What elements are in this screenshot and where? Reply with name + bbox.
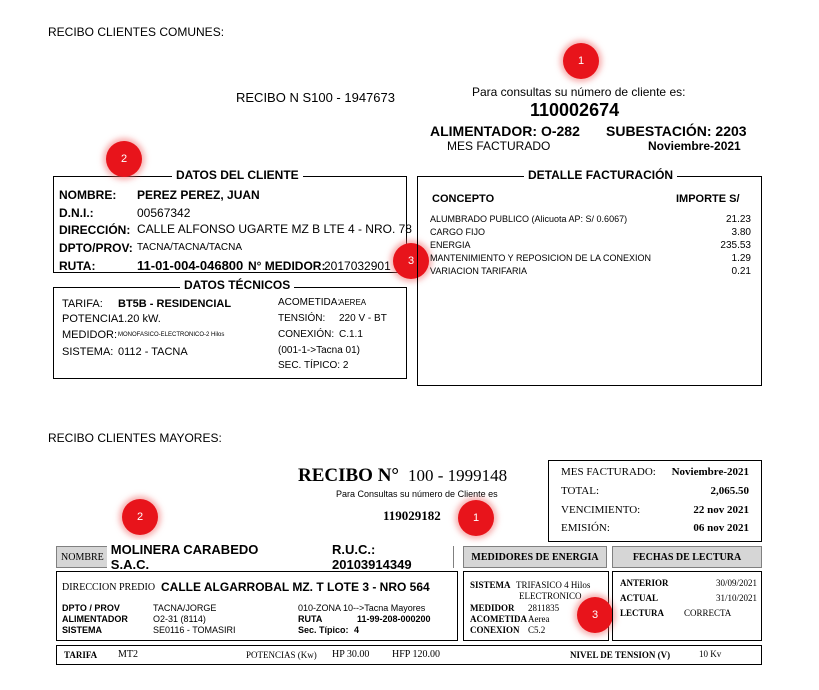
marker-badge: 3 [577,597,613,633]
dpto-value-mayores: TACNA/JORGE [153,603,217,613]
marker-badge: 2 [122,499,158,535]
zona-value: 010-ZONA 10-->Tacna Mayores [298,603,426,613]
item-importe: 21.23 [725,214,751,225]
emision-label: EMISIÓN: [561,522,610,534]
sistema-value: 0112 - TACNA [118,346,188,358]
vencimiento-value: 22 nov 2021 [693,504,749,516]
marker-badge: 1 [458,500,494,536]
m-sistema-label: SISTEMA [470,580,511,590]
subestacion: SUBESTACIÓN: 2203 [606,123,747,139]
marker-badge: 1 [563,43,599,79]
acometida-value: AEREA [339,298,367,307]
nombre-row [56,542,454,572]
consulta-label: Para consultas su número de cliente es: [472,85,686,99]
potencia-label: POTENCIA: [62,313,122,325]
section-title-comunes: RECIBO CLIENTES COMUNES: [48,25,225,39]
tarifa-label: TARIFA: [62,298,103,310]
item-concepto: VARIACION TARIFARIA [430,266,528,276]
consulta-label-mayores: Para Consultas su número de Cliente es [336,489,498,499]
lectura-value: CORRECTA [684,608,732,618]
dpto-value: TACNA/TACNA/TACNA [137,242,243,253]
anterior-label: ANTERIOR [620,578,669,588]
dni-label: D.N.I.: [59,206,94,220]
potencia-value: 1.20 kW. [118,313,161,325]
conexion-label: CONEXIÓN: [278,329,335,340]
nombre-label: NOMBRE: [59,188,117,202]
cliente-number-mayores: 119029182 [383,508,441,523]
lectura-label: LECTURA [620,608,665,618]
tension-label: TENSIÓN: [278,313,326,324]
sistema-label: SISTEMA: [62,346,114,358]
acometida-label: ACOMETIDA: [278,297,341,308]
fechas-header: FECHAS DE LECTURA [612,546,762,568]
m-acometida-label: ACOMETIDA [470,614,528,624]
ruta-value: 11-01-004-046800 [137,258,244,273]
alimentador-label-mayores: ALIMENTADOR [62,614,128,624]
sistema-value-mayores: SE0116 - TOMASIRI [153,625,236,635]
medidor-value: 2017032901 [324,259,391,273]
recibo-number-mayores: 100 - 1999148 [408,466,508,485]
item-concepto: MANTENIMIENTO Y REPOSICION DE LA CONEXION [430,253,652,263]
mes-label-mayores: MES FACTURADO: [561,466,656,478]
item-importe: 0.21 [731,266,751,277]
actual-label: ACTUAL [620,593,659,603]
direccion-value: CALLE ALFONSO UGARTE MZ B LTE 4 - NRO. 78 [137,222,412,236]
direccion-label-mayores: DIRECCION PREDIO [62,582,156,593]
ruta-label-mayores: RUTA [298,614,323,624]
recibo-label-mayores: RECIBO N° [298,465,400,486]
detalle-facturacion-box [417,176,762,386]
dpto-label: DPTO/PROV: [59,241,133,255]
tarifa-label-mayores: TARIFA [64,650,98,660]
ruc-group [332,542,449,572]
ruta-label: RUTA: [59,259,96,273]
importe-header: IMPORTE S/ [676,193,740,205]
m-medidor-value: 2811835 [528,603,560,613]
direccion-value-mayores: CALLE ALGARROBAL MZ. T LOTE 3 - NRO 564 [161,580,430,594]
item-concepto: CARGO FIJO [430,227,486,237]
item-importe: 1.29 [731,253,751,264]
m-acometida-value: Aerea [528,614,550,624]
total-value: 2,065.50 [710,485,749,497]
hp-value: HP 30.00 [332,649,370,660]
medidor-label: N° MEDIDOR: [248,259,326,273]
m-sistema-value2: ELECTRONICO [519,591,582,601]
ruc-value: 20103914349 [332,557,412,572]
m-conexion-label: CONEXION [470,625,520,635]
ruc-label: R.U.C.: [332,542,376,557]
concepto-header: CONCEPTO [432,193,495,205]
sec-tipico: SEC. TÍPICO: 2 [278,360,349,371]
mes-value-mayores: Noviembre-2021 [671,466,749,478]
medidor2-value: MONOFASICO-ELECTRONICO-2 Hilos [118,332,225,338]
m-conexion-value: C5.2 [528,625,546,635]
detalle-facturacion-title: DETALLE FACTURACIÓN [524,168,677,182]
conexion-value: C.1.1 [339,329,363,340]
anterior-value: 30/09/2021 [715,578,757,588]
section-title-mayores: RECIBO CLIENTES MAYORES: [48,431,222,445]
marker-badge: 2 [106,141,142,177]
mes-facturado-value: Noviembre-2021 [648,139,741,153]
direccion-label: DIRECCIÓN: [59,223,131,237]
actual-value: 31/10/2021 [715,593,757,603]
sectipico-value: 4 [354,625,360,635]
nivel-label: NIVEL DE TENSION (V) [570,650,671,660]
marker-badge: 3 [393,243,429,279]
nombre-field [107,540,453,574]
datos-cliente-title: DATOS DEL CLIENTE [172,168,303,182]
sectipico-label: Sec. Típico: [298,625,349,635]
total-label: TOTAL: [561,485,600,497]
hfp-value: HFP 120.00 [392,649,440,660]
cliente-number: 110002674 [530,100,620,120]
mes-facturado-label: MES FACTURADO [447,139,551,153]
tension-value: 220 V - BT [339,313,387,324]
datos-tecnicos-title: DATOS TÉCNICOS [180,278,294,292]
medidores-header: MEDIDORES DE ENERGIA [463,546,607,568]
alimentador: ALIMENTADOR: O-282 [430,123,580,139]
nivel-value: 10 Kv [699,649,722,659]
ruta-value-mayores: 11-99-208-000200 [357,614,431,624]
nombre-value: PEREZ PEREZ, JUAN [137,188,260,202]
item-concepto: ENERGIA [430,240,471,250]
item-importe: 3.80 [731,227,751,238]
vencimiento-label: VENCIMIENTO: [561,504,641,516]
dni-value: 00567342 [137,206,191,220]
item-concepto: ALUMBRADO PUBLICO (Alicuota AP: S/ 0.6067) [430,214,628,224]
medidor2-label: MEDIDOR: [62,329,117,341]
emision-value: 06 nov 2021 [693,522,749,534]
alimentador-value-mayores: O2-31 (8114) [153,614,206,624]
tarifa-value: BT5B - RESIDENCIAL [118,298,232,310]
tarifa-value-mayores: MT2 [118,649,138,660]
dpto-label-mayores: DPTO / PROV [62,603,120,613]
potencias-label: POTENCIAS (Kw) [246,650,317,660]
item-importe: 235.53 [720,240,751,251]
nombre-label-mayores: NOMBRE [61,551,104,563]
sed-value: (001-1->Tacna 01) [278,345,360,356]
recibo-number: RECIBO N S100 - 1947673 [236,90,395,105]
nombre-value-mayores: MOLINERA CARABEDO S.A.C. [110,542,259,572]
sistema-label-mayores: SISTEMA [62,625,103,635]
m-medidor-label: MEDIDOR [470,603,515,613]
m-sistema-value: TRIFASICO 4 Hilos [516,580,591,590]
